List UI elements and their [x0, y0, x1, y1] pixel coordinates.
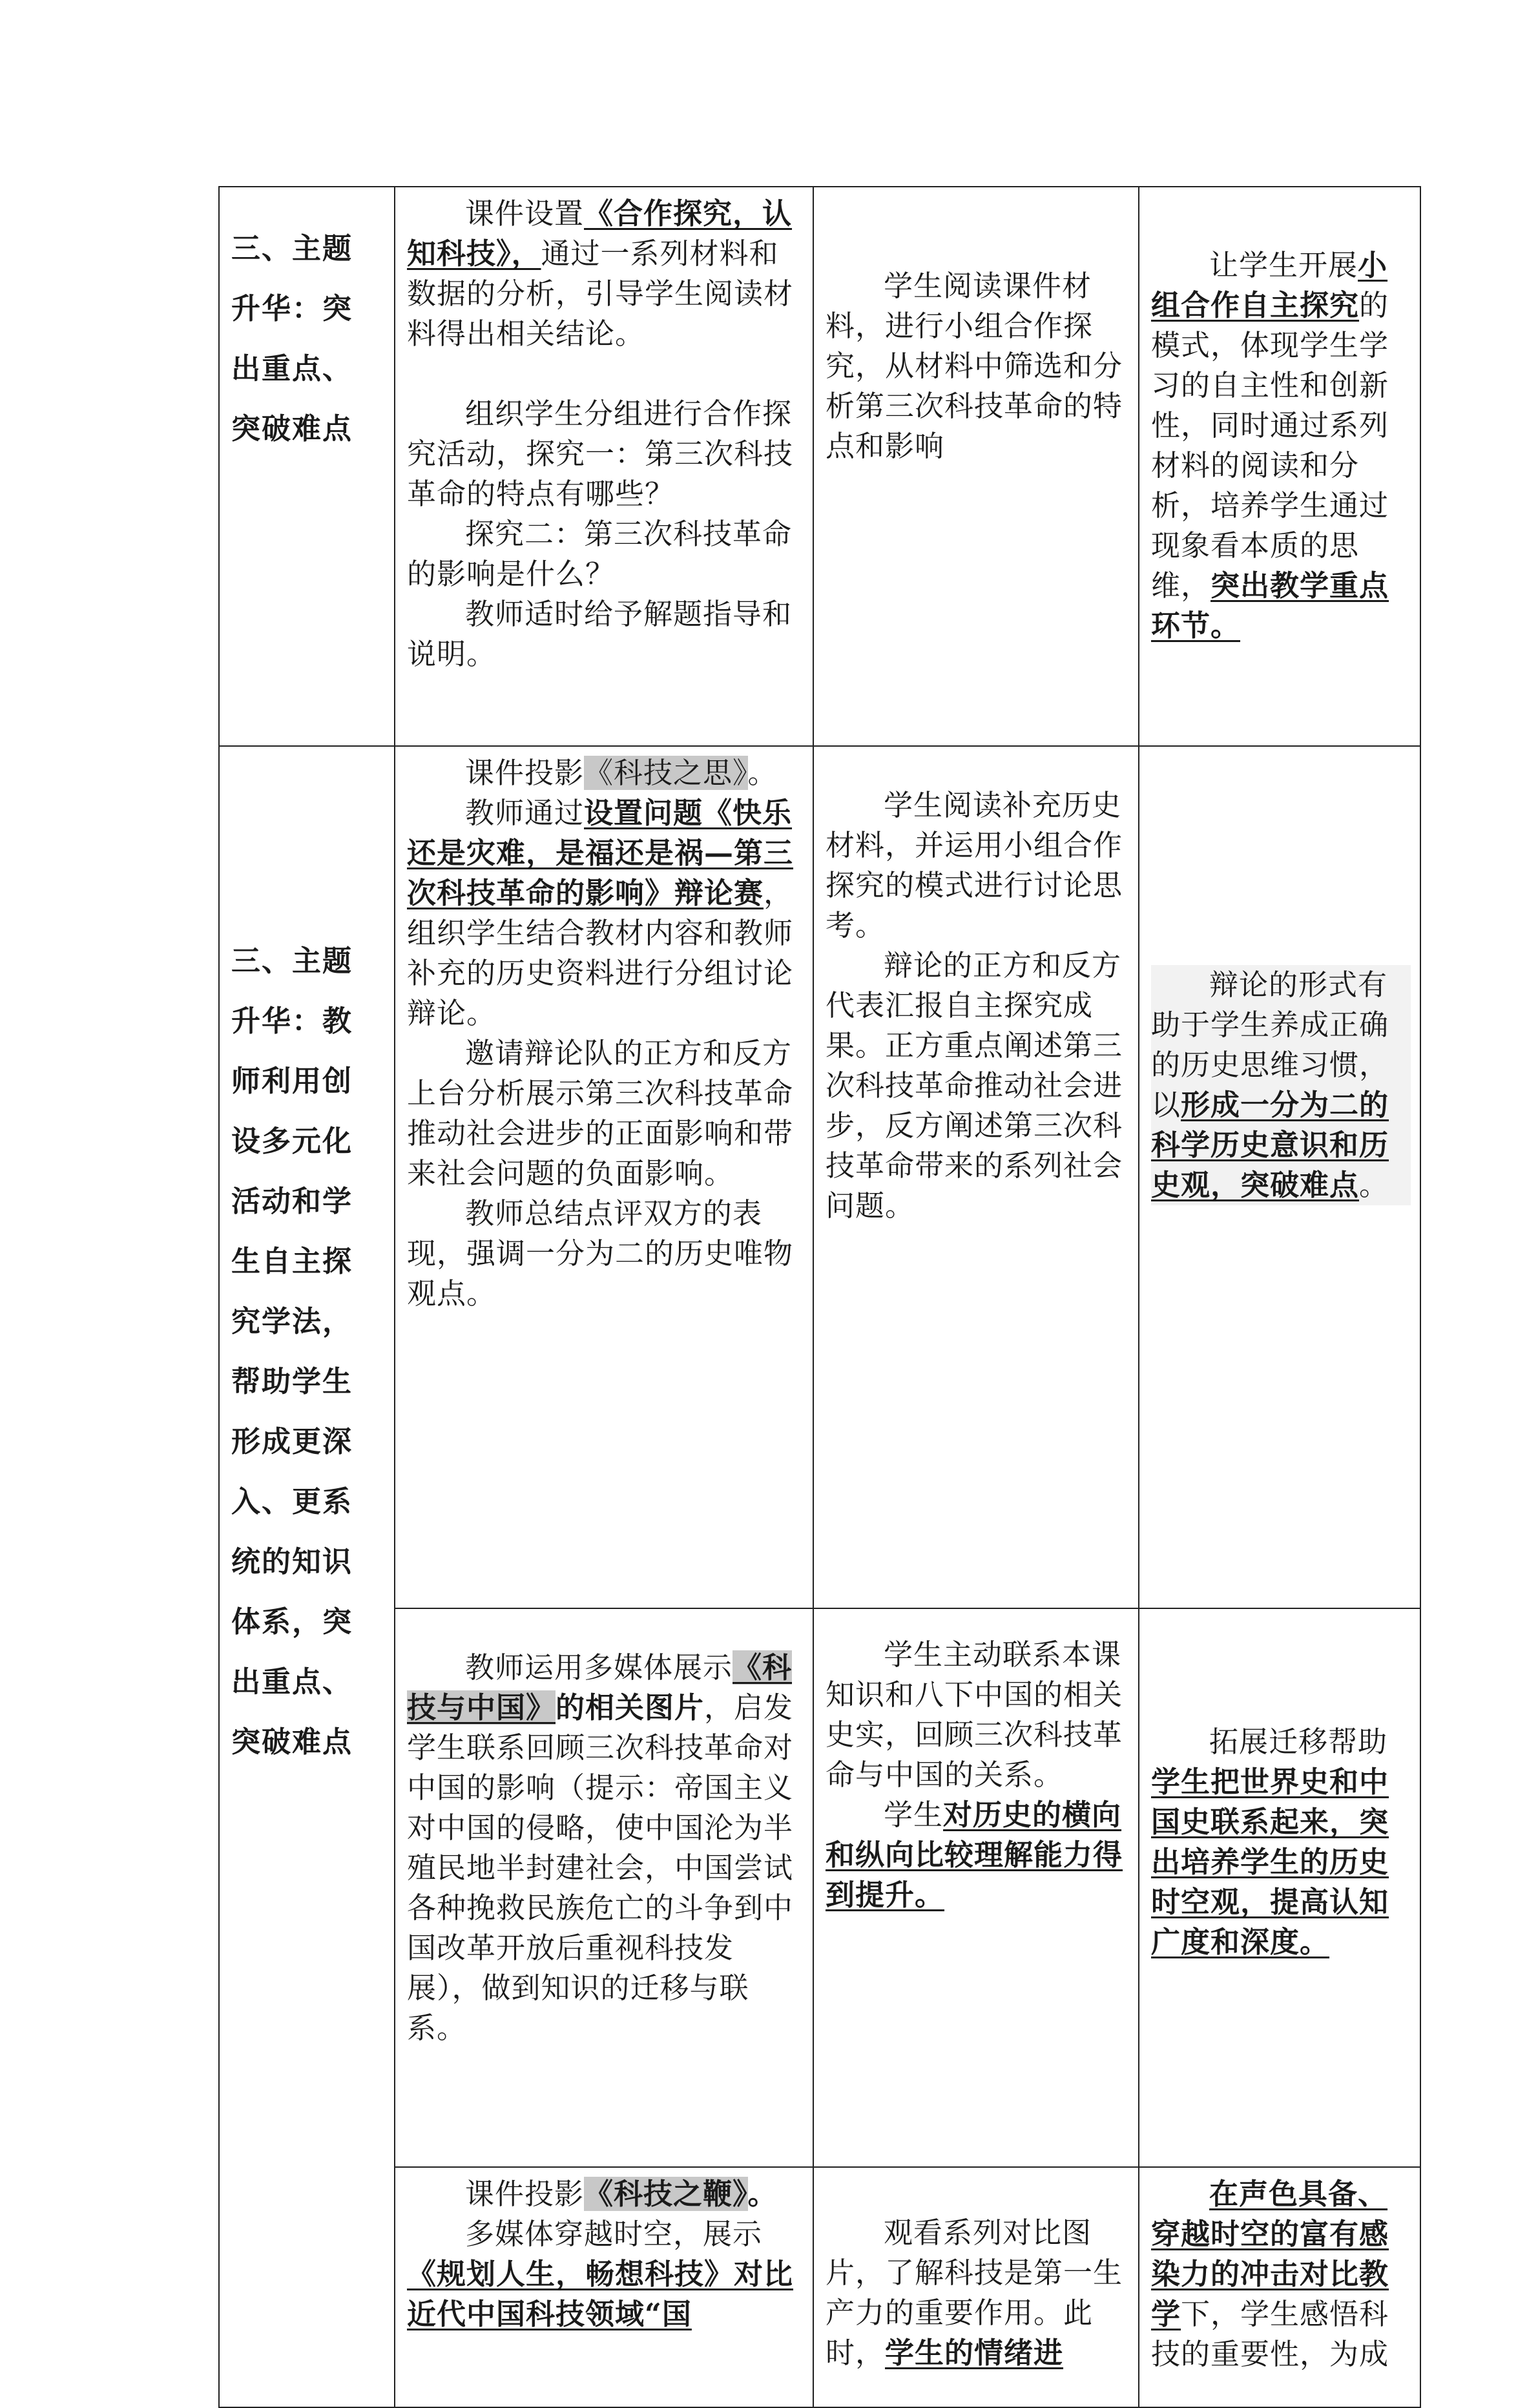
text-run: 学生 — [884, 1798, 944, 1832]
student-activity-cell — [813, 746, 1139, 1608]
design-intent-cell — [1139, 187, 1420, 746]
student-activity-cell — [813, 187, 1139, 746]
stage-line: 师利用创 — [231, 1064, 353, 1098]
teacher-activity-cell — [395, 1608, 813, 2167]
stage-line: 体系，突 — [231, 1604, 353, 1639]
stage-line: 帮助学生 — [231, 1364, 353, 1398]
text-run: 让学生开展 — [1209, 248, 1358, 282]
text-run: 教师运用多媒体展示 — [465, 1650, 733, 1685]
stage-cell-2 — [219, 746, 395, 2407]
intent-paragraph — [1151, 245, 1411, 646]
underlined-text: 学生的情绪进 — [885, 2336, 1064, 2370]
teacher-activity-cell — [395, 746, 813, 1608]
text-run: 下，学生感悟科技的重要性，为成 — [1151, 2297, 1389, 2371]
underlined-text: 小组合作自主探究 — [1151, 248, 1388, 322]
stage-cell-1 — [219, 187, 395, 746]
student-paragraph: 学生主动联系本课知识和八下中国的相关史实，回顾三次科技革命与中国的关系。 — [826, 1637, 1123, 1792]
bold-text: 。 — [747, 2177, 778, 2211]
intent-paragraph — [1151, 1722, 1411, 1962]
text-run: 教师通过 — [465, 796, 585, 830]
stage-line: 突破难点 — [231, 1725, 353, 1759]
text-run: 通过一系列材料和数据的分析，引导学生阅读材料得出相关结论。 — [407, 236, 794, 351]
underlined-text: 在声色具备、穿越时空的富有感染力的冲击对比教学 — [1151, 2177, 1389, 2331]
text-run: 辩论的形式有助于学生养成正确的历史思维习惯，以 — [1151, 968, 1389, 1122]
bold-text: 的相关图片 — [556, 1690, 705, 1725]
text-run: 观看系列对比图片，了解科技是第一生产力的重要作用。此时， — [826, 2216, 1123, 2370]
stage-line: 升华：突 — [231, 291, 353, 326]
intent-paragraph — [1151, 2174, 1411, 2374]
underlined-text: 学生把世界史和中国史联系起来，突出培养学生的历史时空观，提高认知广度和深度。 — [1151, 1765, 1389, 1959]
stage-line: 活动和学 — [231, 1184, 353, 1218]
text-run: 。 — [747, 756, 778, 790]
lesson-plan-table — [218, 186, 1421, 2408]
student-paragraph: 学生阅读补充历史材料，并运用小组合作探究的模式进行讨论思考。 — [826, 788, 1123, 942]
student-paragraph — [826, 1795, 1129, 1915]
highlighted-text: 《科技与中国》 — [407, 1650, 793, 1725]
design-intent-cell — [1139, 746, 1420, 1608]
student-paragraph: 辩论的正方和反方代表汇报自主探究成果。正方重点阐述第三次科技革命推动社会进步，反方阐述第三次科技革命带来的系列社会问题。 — [826, 948, 1123, 1223]
underlined-text: 《规划人生，畅想科技》对比近代中国科技领域“国 — [407, 2257, 794, 2331]
stage-line: 设多元化 — [231, 1124, 353, 1158]
underlined-text: 突出教学重点环节。 — [1151, 568, 1389, 643]
teacher-paragraph — [407, 753, 804, 793]
underlined-text: 形成一分为二的科学历史意识和历史观，突破难点 — [1151, 1088, 1389, 1202]
underlined-text: 设置问题《快乐还是灾难，是福还是祸—第三次科技革命的影响》辩论赛 — [407, 796, 794, 910]
teacher-activity-cell — [395, 2167, 813, 2407]
stage-line: 出重点、 — [231, 1665, 353, 1699]
underlined-text: 《合作探究，认知科技》， — [407, 196, 793, 271]
teacher-paragraph — [407, 1648, 804, 2048]
text-run: 的模式，体现学生学习的自主性和创新性，同时通过系列材料的阅读和分析，培养学生通过现象看本质的思维， — [1151, 288, 1389, 603]
teacher-paragraph — [407, 194, 804, 354]
text-run: 拓展迁移帮助 — [1209, 1725, 1388, 1759]
table-row — [219, 2167, 1420, 2407]
student-activity-cell — [813, 1608, 1139, 2167]
highlighted-text: 《科技之鞭》 — [584, 2177, 748, 2211]
table-row — [219, 187, 1420, 746]
stage-line: 升华：教 — [231, 1004, 353, 1038]
stage-line: 究学法， — [231, 1304, 353, 1338]
teacher-paragraph: 组织学生分组进行合作探究活动，探究一：第三次科技革命的特点有哪些？ — [407, 397, 794, 511]
teacher-paragraph: 探究二：第三次科技革命的影响是什么？ — [407, 517, 793, 591]
stage-line: 三、主题 — [231, 231, 353, 265]
text-run: 课件设置 — [465, 196, 585, 231]
design-intent-cell — [1139, 1608, 1420, 2167]
table-row — [219, 746, 1420, 1608]
intent-paragraph — [1151, 965, 1411, 1205]
stage-line: 生自主探 — [231, 1244, 353, 1278]
student-paragraph: 学生阅读课件材料，进行小组合作探究，从材料中筛选和分析第三次科技革命的特点和影响 — [826, 269, 1123, 463]
text-run: 多媒体穿越时空，展示 — [465, 2217, 763, 2251]
teacher-paragraph — [407, 793, 804, 1033]
stage-line: 入、更系 — [231, 1484, 353, 1519]
teacher-activity-cell — [395, 187, 813, 746]
teacher-paragraph: 教师适时给予解题指导和说明。 — [407, 597, 793, 671]
teacher-paragraph: 教师总结点评双方的表现，强调一分为二的历史唯物观点。 — [407, 1196, 794, 1311]
table-row — [219, 1608, 1420, 2167]
stage-line: 统的知识 — [231, 1544, 353, 1579]
teacher-paragraph: 邀请辩论队的正方和反方上台分析展示第三次科技革命推动社会进步的正面影响和带来社会问题的负面影响。 — [407, 1036, 794, 1190]
stage-line: 突破难点 — [231, 411, 353, 446]
text-run: 课件投影 — [465, 756, 585, 790]
stage-line: 三、主题 — [231, 944, 353, 978]
teacher-paragraph — [407, 2214, 804, 2334]
teacher-paragraph — [407, 2174, 804, 2214]
highlighted-text: 《科技之思》 — [584, 756, 748, 790]
underlined-text: 对历史的横向和纵向比较理解能力得到提升。 — [826, 1798, 1123, 1912]
text-run: 课件投影 — [465, 2177, 585, 2211]
stage-line: 形成更深 — [231, 1424, 353, 1458]
stage-line: 出重点、 — [231, 351, 353, 386]
student-paragraph — [826, 2213, 1129, 2373]
text-run: ，组织学生结合教材内容和教师补充的历史资料进行分组讨论辩论。 — [407, 876, 794, 1030]
design-intent-cell — [1139, 2167, 1420, 2407]
text-run: ，启发学生联系回顾三次科技革命对中国的影响（提示：帝国主义对中国的侵略，使中国沦为半殖民地半封建社会，中国尝试各种挽救民族危亡的斗争到中国改革开放后重视科技发展），做到知识的迁移与联系。 — [407, 1690, 794, 2045]
student-activity-cell — [813, 2167, 1139, 2407]
text-run: 。 — [1359, 1168, 1389, 1202]
